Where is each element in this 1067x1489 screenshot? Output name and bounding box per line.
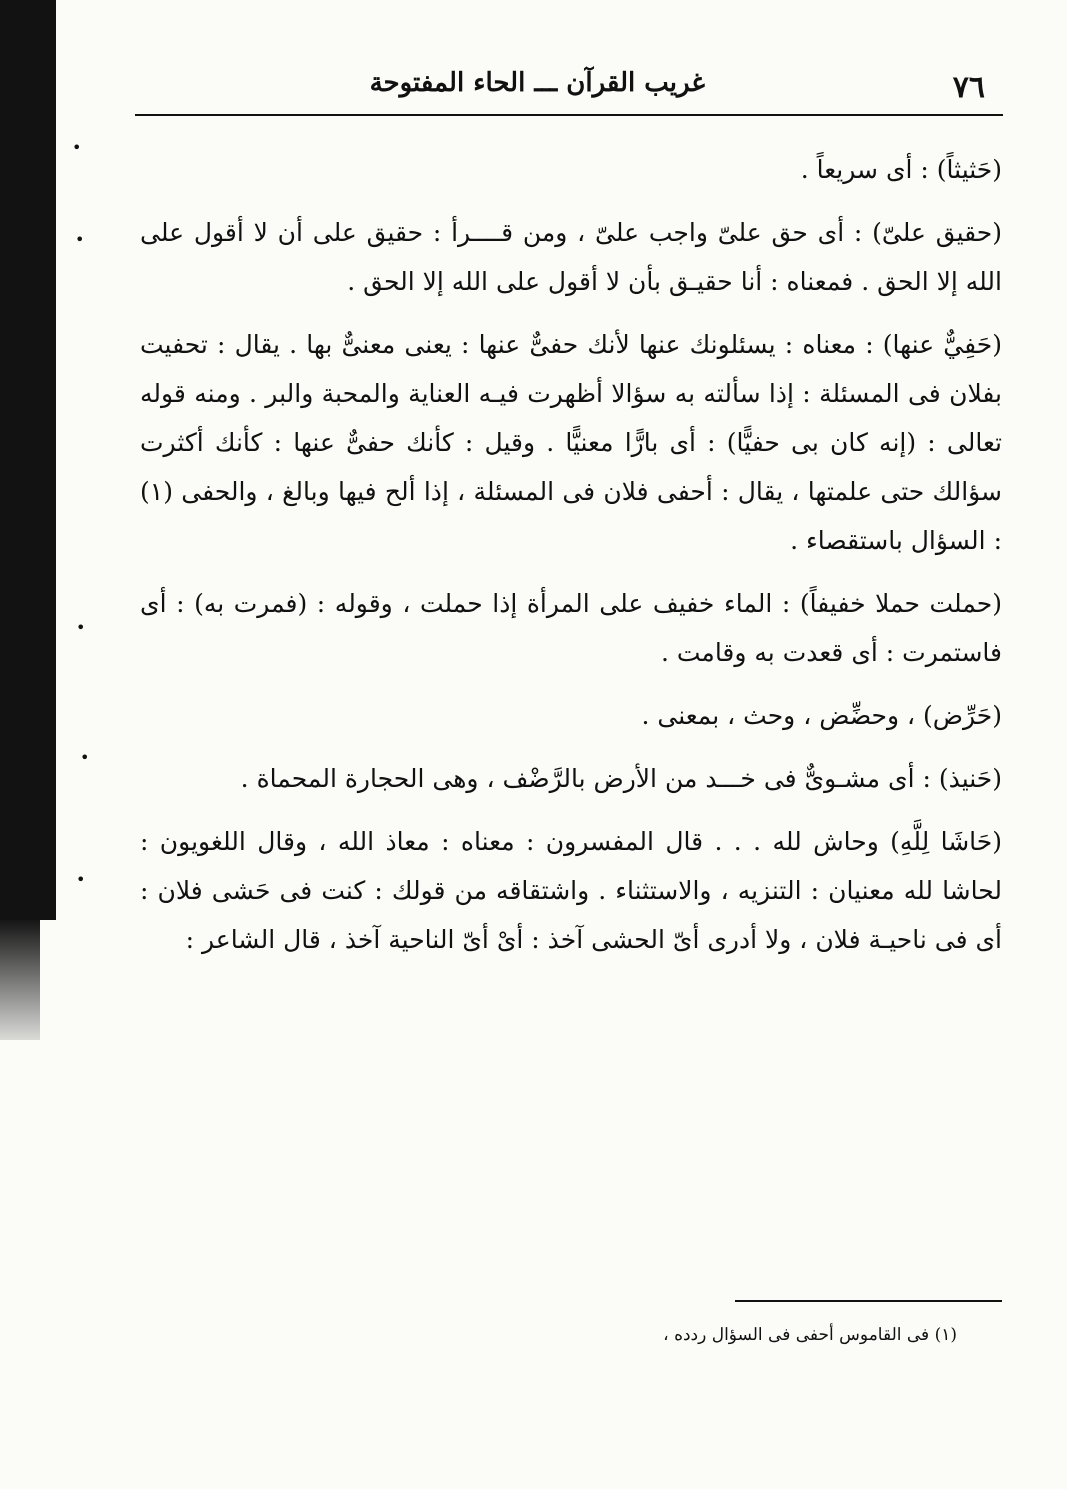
entry-hasha-lillah: (حَاشَا لِلَّهِ) وحاش لله . . . قال المفسرون : معناه : معاذ الله ، وقال اللغويون : لحاشا لله معنيان : التنزيه ، والاستثناء . واشتقاقه من قولك : كنت فى حَشى فلان : أى فى ناحيـة فلان ، ولا أدرى أىّ الحشى آخذ : أىْ أىّ الناحية آخذ ، قال الشاعر :	[140, 827, 1002, 954]
binding-shadow	[0, 0, 56, 920]
margin-speck: •	[75, 230, 85, 249]
footnote: (١) فى القاموس أحفى فى السؤال ردده ،	[663, 1325, 957, 1345]
footnote-rule	[735, 1300, 1002, 1302]
margin-speck: •	[80, 748, 90, 767]
entry-hanidh: (حَنيذ) : أى مشـوىٌّ فى خـــد من الأرض بالرَّضْف ، وهى الحجارة المحماة .	[240, 764, 1002, 793]
entry-hathithan: (حَثيثاً) : أى سريعاً .	[800, 155, 1002, 184]
entry-hamalat: (حملت حملا خفيفاً) : الماء خفيف على المرأة إذا حملت ، وقوله : (فمرت به) : أى فاستمرت : أى قعدت به وقامت .	[140, 589, 1002, 667]
margin-speck: •	[76, 870, 86, 889]
entry-hafiyy: (حَفِيٌّ عنها) : معناه : يسئلونك عنها لأنك حفىٌّ عنها : يعنى معنىٌّ بها . يقال : تحفيت بفلان فى المسئلة : إذا سألته به سؤالا أظهرت فيـه العناية والمحبة والبر . ومنه قوله تعالى : (إنه كان بى حفيًّا) : أى بارًّا معنيًّا . وقيل : كأنك حفىٌّ عنها : كأنك أكثرت سؤالك حتى علمتها ، يقال : أحفى فلان فى المسئلة ، إذا ألح فيها وبالغ ، والحفى (١) : السؤال باستقصاء .	[140, 330, 1002, 555]
entry-harrid: (حَرِّض) ، وحضِّض ، وحث ، بمعنى .	[641, 701, 1002, 730]
header-rule	[135, 114, 1003, 116]
margin-speck: •	[72, 138, 82, 157]
page-number: ٧٦	[952, 70, 985, 105]
entry-haqiq: (حقيق علىّ) : أى حق علىّ واجب علىّ ، ومن قــــرأ : حقيق على أن لا أقول على الله إلا الحق . فمعناه : أنا حقيـق بأن لا أقول على الله إلا الحق .	[140, 218, 1002, 296]
running-title: غريب القرآن ـــ الحاء المفتوحة	[369, 68, 705, 98]
page-body	[140, 145, 1002, 978]
margin-speck: •	[76, 618, 86, 637]
binding-shadow-fade	[0, 920, 40, 1040]
page-header	[135, 62, 1005, 110]
